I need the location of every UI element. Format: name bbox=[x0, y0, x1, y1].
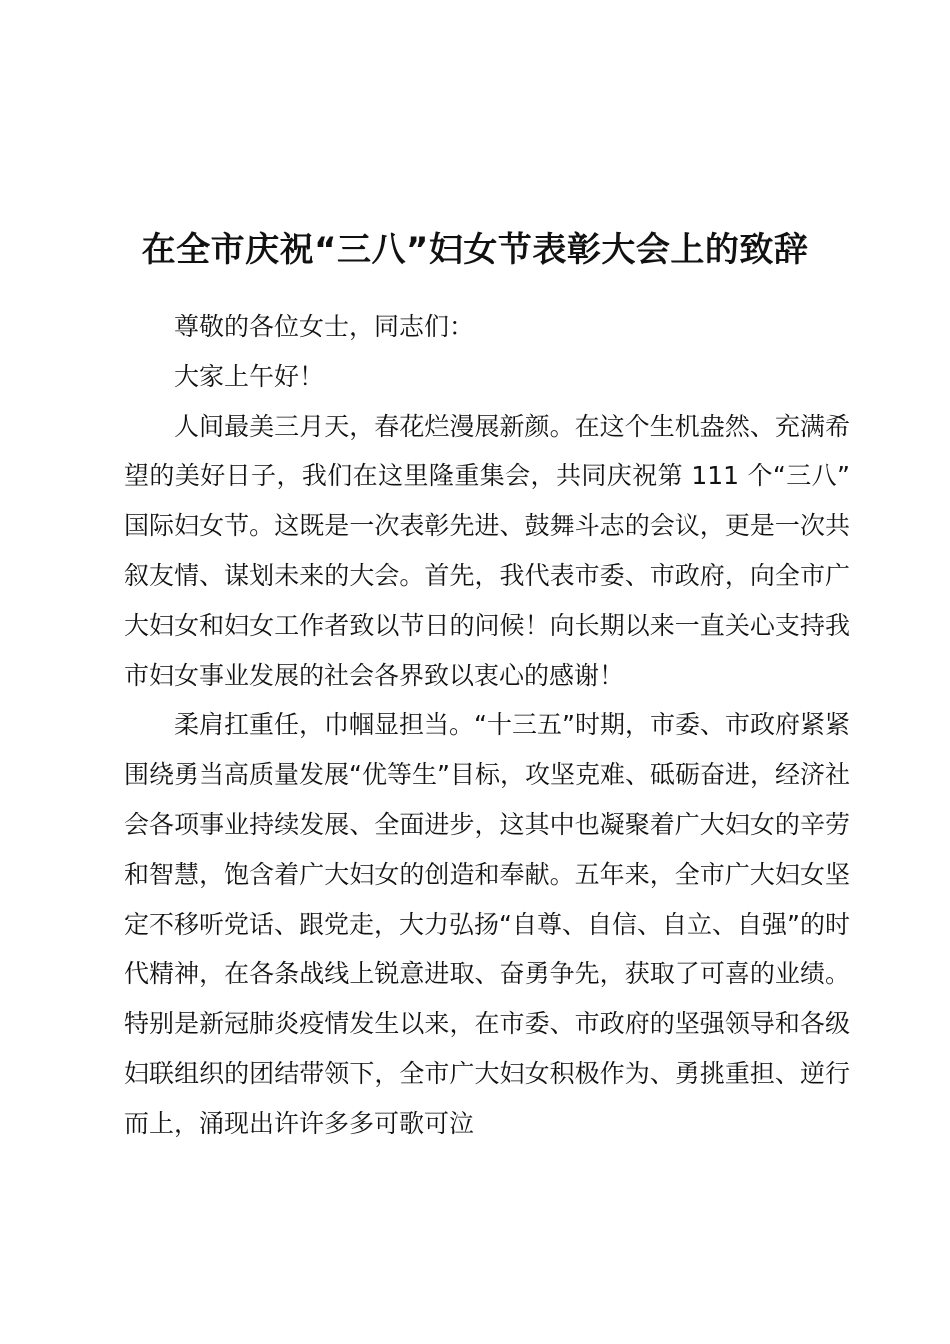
paragraph-1: 人间最美三月天，春花烂漫展新颜。在这个生机盎然、充满希望的美好日子，我们在这里隆重集会，共同庆祝第 111 个“三八”国际妇女节。这既是一次表彰先进、鼓舞斗志的会议，更是一次共叙友情、谋划未来的大会。首先，我代表市委、市政府，向全市广大妇女和妇女工作者致以节日的问候！向长期以来一直关心支持我市妇女事业发展的社会各界致以衷心的感谢！ bbox=[124, 411, 850, 690]
document-title: 在全市庆祝“三八”妇女节表彰大会上的致辞 bbox=[141, 230, 809, 270]
paragraph-2: 柔肩扛重任，巾帼显担当。“十三五”时期，市委、市政府紧紧围绕勇当高质量发展“优等生”目标，攻坚克难、砥砺奋进，经济社会各项事业持续发展、全面进步，这其中也凝聚着广大妇女的辛劳和智慧，饱含着广大妇女的创造和奉献。五年来，全市广大妇女坚定不移听党话、跟党走，大力弘扬“自尊、自信、自立、自强”的时代精神，在各条战线上锐意进取、奋勇争先，获取了可喜的业绩。特别是新冠肺炎疫情发生以来，在市委、市政府的坚强领导和各级妇联组织的团结带领下，全市广大妇女积极作为、勇挑重担、逆行而上，涌现出许许多多可歌可泣 bbox=[124, 710, 850, 1138]
greeting: 大家上午好！ bbox=[174, 361, 325, 391]
salutation: 尊敬的各位女士，同志们： bbox=[174, 312, 475, 341]
document-body bbox=[124, 302, 850, 1149]
